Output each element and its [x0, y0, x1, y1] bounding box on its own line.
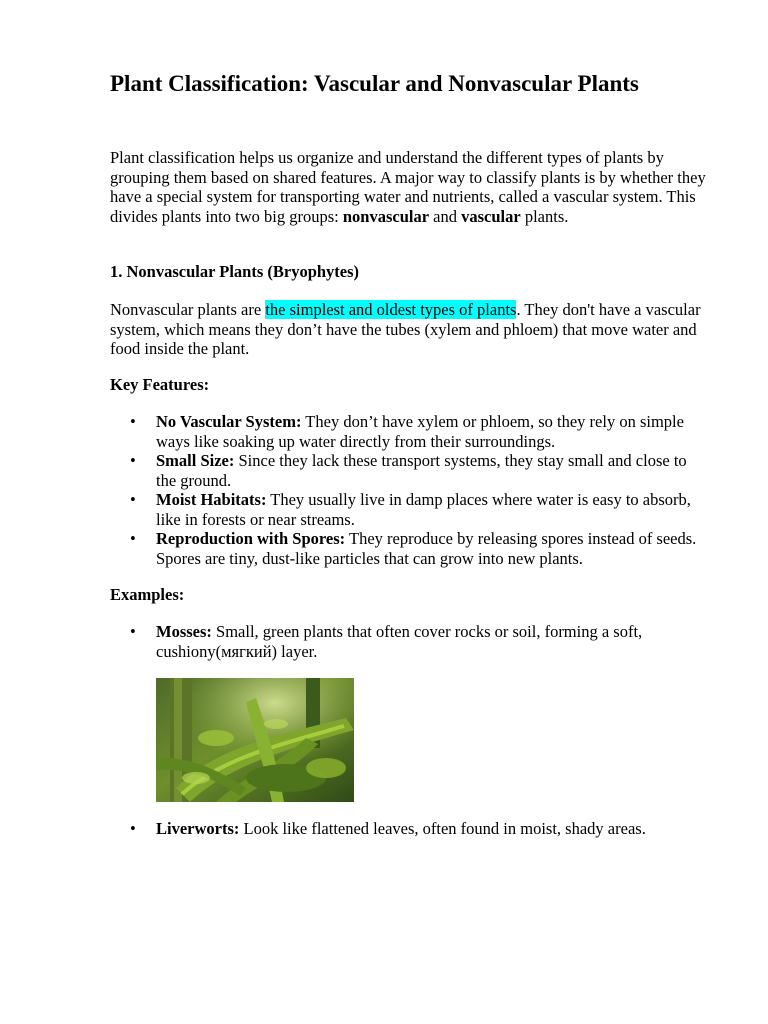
list-item [110, 412, 710, 451]
nonvascular-text-1: Nonvascular plants are [110, 300, 266, 319]
section-heading-nonvascular: 1. Nonvascular Plants (Bryophytes) [110, 262, 360, 281]
list-item [110, 451, 710, 490]
feature-term: No Vascular System: [156, 412, 302, 431]
list-item [110, 819, 710, 839]
examples-heading: Examples: [110, 585, 185, 604]
example-term: Mosses: [156, 622, 212, 641]
intro-bold-nonvascular: nonvascular [342, 207, 430, 227]
feature-desc: They don’t have xylem or phloem, so they rely on simple ways like soaking up water directly from their surroundings. [156, 412, 684, 451]
list-item [110, 490, 710, 529]
list-item [110, 622, 710, 661]
list-item [110, 529, 710, 568]
bullet-icon: • [130, 451, 136, 470]
intro-bold-vascular: vascular [461, 207, 521, 227]
highlighted-text: the simplest and oldest types of plants [265, 300, 517, 319]
example-term: Liverworts: [156, 819, 240, 838]
feature-term: Reproduction with Spores: [156, 529, 346, 548]
bullet-icon: • [130, 412, 136, 431]
nonvascular-paragraph [110, 300, 710, 359]
moss-forest-image [156, 678, 354, 802]
bullet-icon: • [130, 819, 136, 838]
feature-desc: Since they lack these transport systems, they stay small and close to the ground. [156, 451, 687, 490]
intro-text-2: and [429, 207, 462, 227]
examples-list-continued [110, 819, 710, 839]
nonvascular-text-2: . They don't have a vascular system, which means they don’t have the tubes (xylem and phloem) that move water and food inside the plant. [110, 300, 701, 359]
intro-text-3: plants. [520, 207, 569, 227]
intro-paragraph [110, 148, 710, 227]
document-title: Plant Classification: Vascular and Nonvascular Plants [110, 71, 639, 96]
feature-term: Moist Habitats: [156, 490, 267, 509]
example-desc: Look like flattened leaves, often found in moist, shady areas. [239, 819, 646, 838]
bullet-icon: • [130, 529, 136, 548]
key-features-list [110, 412, 710, 568]
key-features-heading: Key Features: [110, 375, 210, 394]
feature-desc: They reproduce by releasing spores instead of seeds. Spores are tiny, dust-like particles that can grow into new plants. [156, 529, 697, 568]
feature-desc: They usually live in damp places where water is easy to absorb, like in forests or near streams. [156, 490, 691, 529]
example-desc: Small, green plants that often cover rocks or soil, forming a soft, cushiony(мягкий) layer. [156, 622, 643, 661]
examples-list [110, 622, 710, 661]
feature-term: Small Size: [156, 451, 235, 470]
intro-text-1: Plant classification helps us organize and understand the different types of plants by grouping them based on shared features. A major way to classify plants is by whether they have a special system for transporting water and nutrients, called a vascular system. This divides plants into two big groups: [110, 148, 706, 227]
bullet-icon: • [130, 490, 136, 509]
bullet-icon: • [130, 622, 136, 641]
